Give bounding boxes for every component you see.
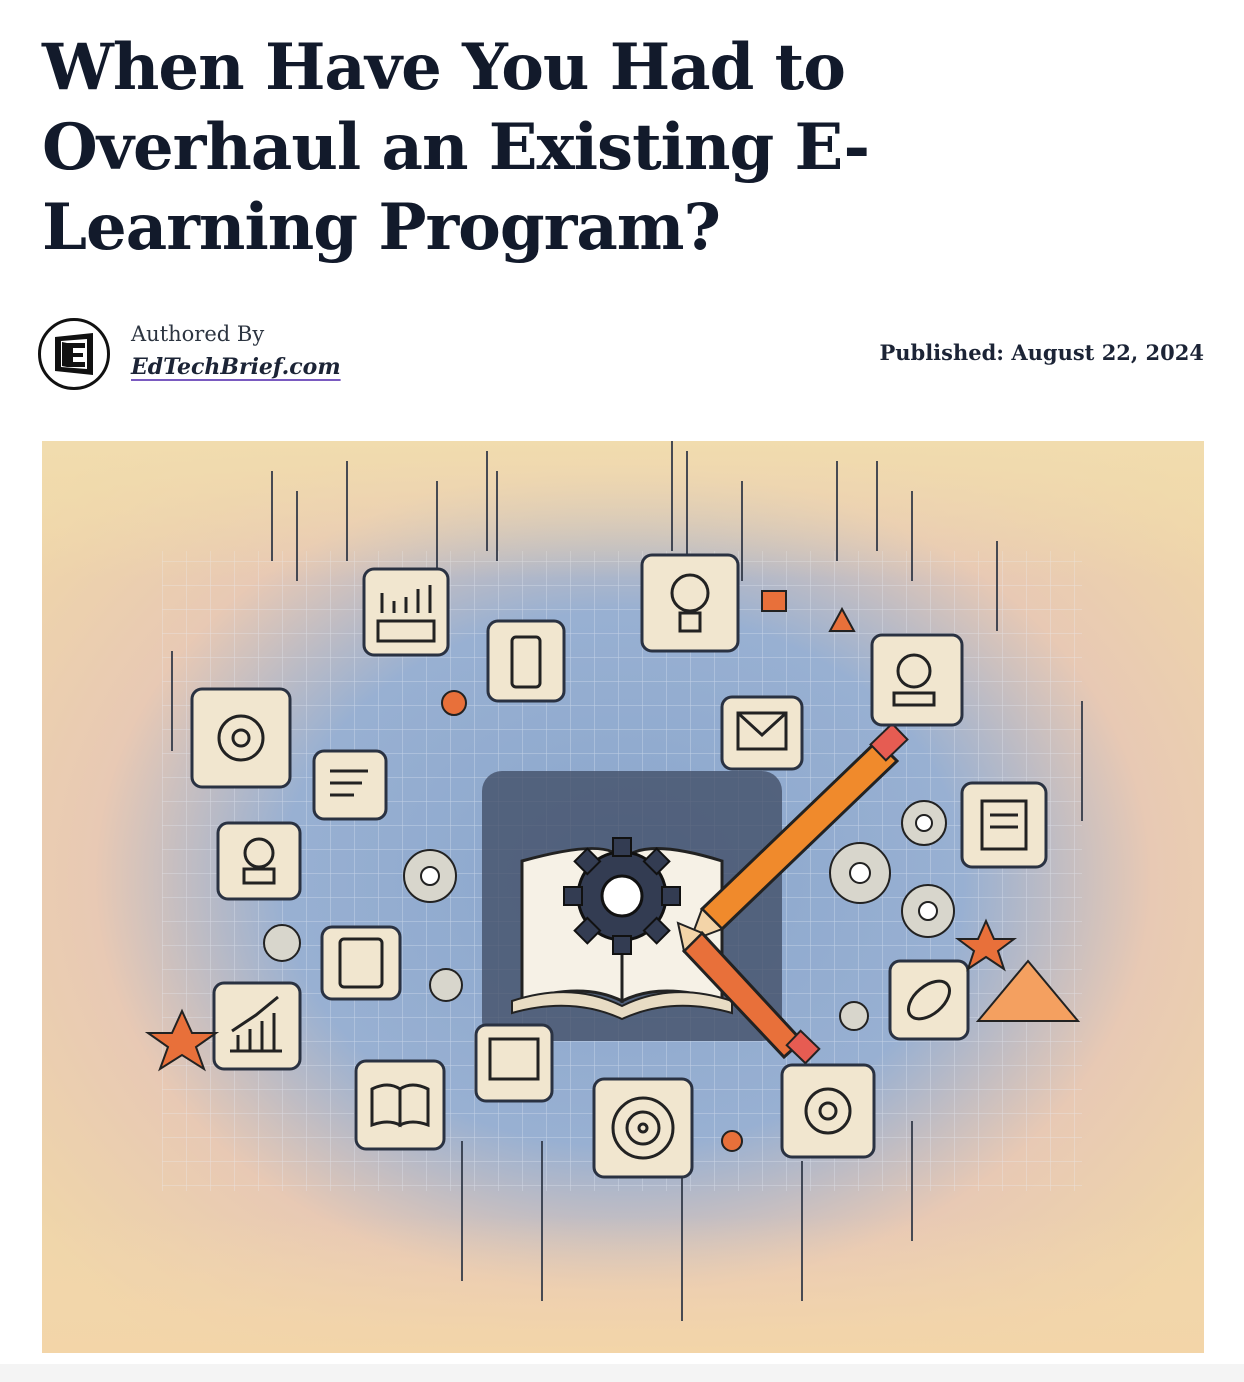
byline xyxy=(38,318,1204,390)
idea-tile xyxy=(218,823,300,899)
notes-tile xyxy=(962,783,1046,867)
footer-strip xyxy=(0,1364,1244,1382)
edtechbrief-logo-icon xyxy=(49,329,99,379)
article-title: When Have You Had to Overhaul an Existing E-Learning Program? xyxy=(42,30,870,265)
drawing-tile xyxy=(476,1025,552,1101)
published-date: Published: August 22, 2024 xyxy=(879,340,1204,365)
puzzle-tile xyxy=(782,1065,874,1157)
document-tile xyxy=(314,751,386,819)
authored-by-label: Authored By xyxy=(131,322,265,346)
author-avatar[interactable] xyxy=(38,318,110,390)
target-tile xyxy=(594,1079,692,1177)
profile-tile xyxy=(872,635,962,725)
hero-image xyxy=(42,441,1204,1353)
phone-tile xyxy=(488,621,564,701)
author-link[interactable]: EdTechBrief.com xyxy=(131,354,341,380)
lightbulb-tile xyxy=(642,555,738,651)
gear-icon xyxy=(564,838,680,954)
growth-chart-tile xyxy=(214,983,300,1069)
hero-illustration xyxy=(42,441,1204,1353)
settings-tile xyxy=(192,689,290,787)
leaf-tile xyxy=(890,961,968,1039)
